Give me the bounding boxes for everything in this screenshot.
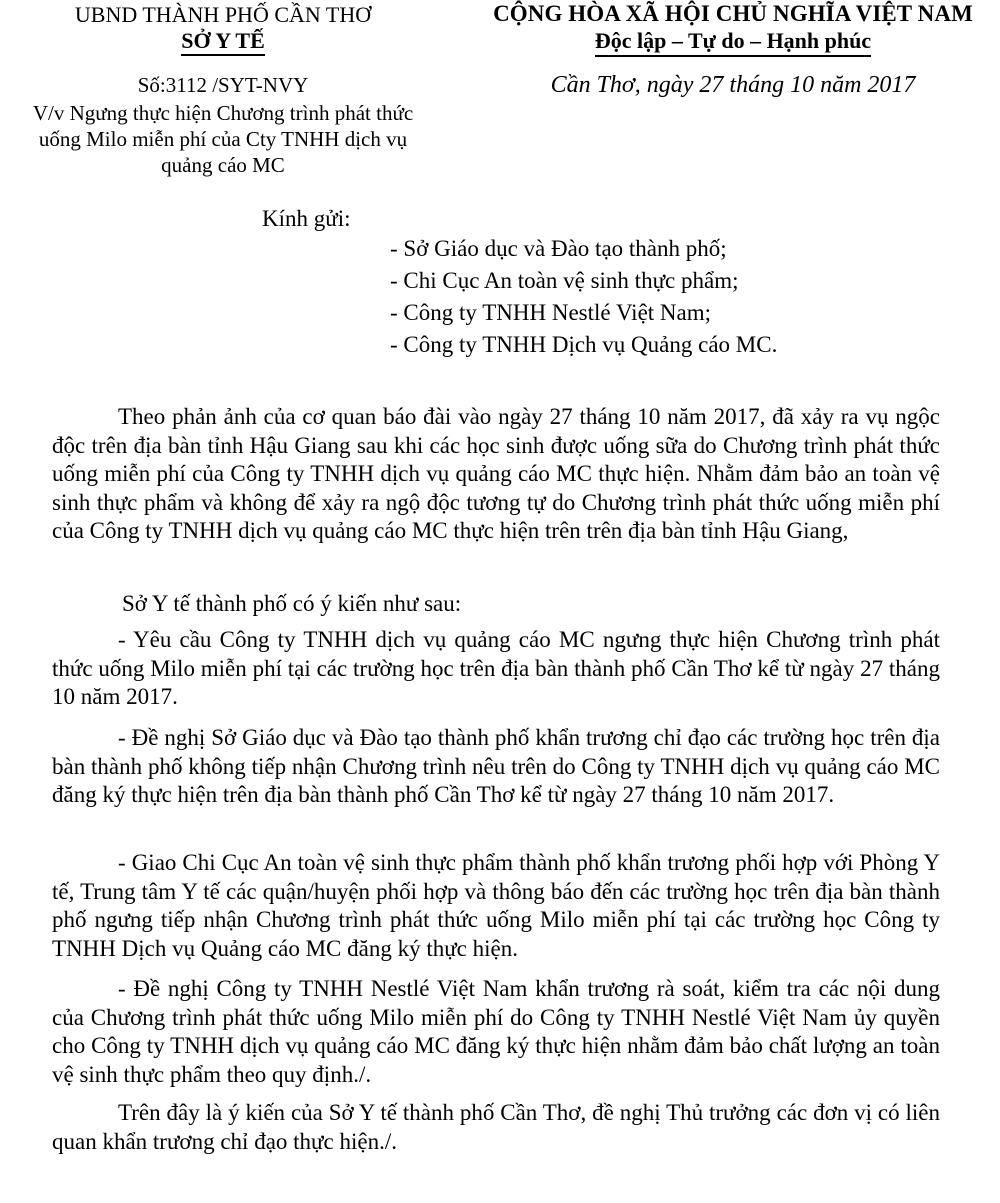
recipient-list: [390, 234, 777, 362]
document-number: Số:3112 /SYT-NVY: [137, 73, 309, 97]
item-4-block: [52, 975, 940, 1089]
item-1-block: [52, 626, 940, 712]
salutation: Kính gửi:: [262, 206, 351, 231]
subject-line: uống Milo miễn phí của Cty TNHH dịch vụ: [38, 127, 408, 151]
opinion-item: - Đề nghị Sở Giáo dục và Đào tạo thành phố khẩn trương chỉ đạo các trường học trên địa bàn thành phố không tiếp nhận Chương trình nêu trên do Công ty TNHH dịch vụ quảng cáo MC đăng ký thực hiện trên địa bàn thành phố Cần Thơ kể từ ngày 27 tháng 10 năm 2017.: [52, 725, 940, 807]
national-motto: [468, 28, 998, 54]
opinion-intro-block: [52, 590, 940, 619]
recipient-item: - Công ty TNHH Nestlé Việt Nam;: [390, 300, 712, 325]
date-line: Cần Thơ, ngày 27 tháng 10 năm 2017: [550, 72, 916, 98]
subject-line: V/v Ngưng thực hiện Chương trình phát thức: [32, 101, 414, 125]
issuing-department: [8, 28, 438, 54]
issuing-organization: UBND THÀNH PHỐ CẦN THƠ: [74, 2, 372, 27]
motto-text: Độc lập – Tự do – Hạnh phúc: [595, 28, 871, 57]
opinion-item: - Đề nghị Công ty TNHH Nestlé Việt Nam khẩn trương rà soát, kiểm tra các nội dung của Chương trình phát thức uống Milo miễn phí do Công ty TNHH Nestlé Việt Nam ủy quyền cho Công ty TNHH dịch vụ quảng cáo MC đăng ký thực hiện nhằm đảm bảo chất lượng an toàn vệ sinh thực phẩm theo quy định./.: [52, 976, 940, 1087]
recipient-item: - Sở Giáo dục và Đào tạo thành phố;: [390, 236, 727, 261]
department-name: SỞ Y TẾ: [181, 28, 265, 56]
opinion-item: - Yêu cầu Công ty TNHH dịch vụ quảng cáo MC ngưng thực hiện Chương trình phát thức uống Milo miễn phí tại các trường học trên địa bàn thành phố Cần Thơ kể từ ngày 27 tháng 10 năm 2017.: [52, 627, 940, 709]
intro-paragraph: Theo phản ảnh của cơ quan báo đài vào ngày 27 tháng 10 năm 2017, đã xảy ra vụ ngộc độc trên địa bàn tỉnh Hậu Giang sau khi các học sinh được uống sữa do Chương trình phát thức uống miễn phí của Công ty TNHH dịch vụ quảng cáo MC thực hiện. Nhằm đảm bảo an toàn vệ sinh thực phẩm và không để xảy ra ngộ độc tương tự do Chương trình phát thức uống miễn phí của Công ty TNHH dịch vụ quảng cáo MC thực hiện trên trên địa bàn tỉnh Hậu Giang,: [52, 404, 940, 543]
item-3-block: [52, 849, 940, 963]
item-2-block: [52, 724, 940, 810]
closing-block: [52, 1099, 940, 1156]
closing-paragraph: Trên đây là ý kiến của Sở Y tế thành phố Cần Thơ, đề nghị Thủ trưởng các đơn vị có liên quan khẩn trương chỉ đạo thực hiện./.: [52, 1100, 940, 1154]
recipient-item: - Chi Cục An toàn vệ sinh thực phẩm;: [390, 268, 739, 293]
recipient-item: - Công ty TNHH Dịch vụ Quảng cáo MC.: [390, 332, 778, 357]
opinion-intro: Sở Y tế thành phố có ý kiến như sau:: [122, 591, 462, 616]
national-title: CỘNG HÒA XÃ HỘI CHỦ NGHĨA VIỆT NAM: [493, 1, 973, 26]
intro-paragraph-block: [52, 403, 940, 546]
document-subject: [8, 100, 438, 178]
subject-line: quảng cáo MC: [161, 153, 285, 177]
opinion-item: - Giao Chi Cục An toàn vệ sinh thực phẩm thành phố khẩn trương phối hợp với Phòng Y tế, Trung tâm Y tế các quận/huyện phối hợp và thông báo đến các trường học trên địa bàn thành phố ngưng tiếp nhận Chương trình phát thức uống Milo miễn phí tại các trường học Công ty TNHH Dịch vụ Quảng cáo MC đăng ký thực hiện.: [52, 850, 940, 961]
